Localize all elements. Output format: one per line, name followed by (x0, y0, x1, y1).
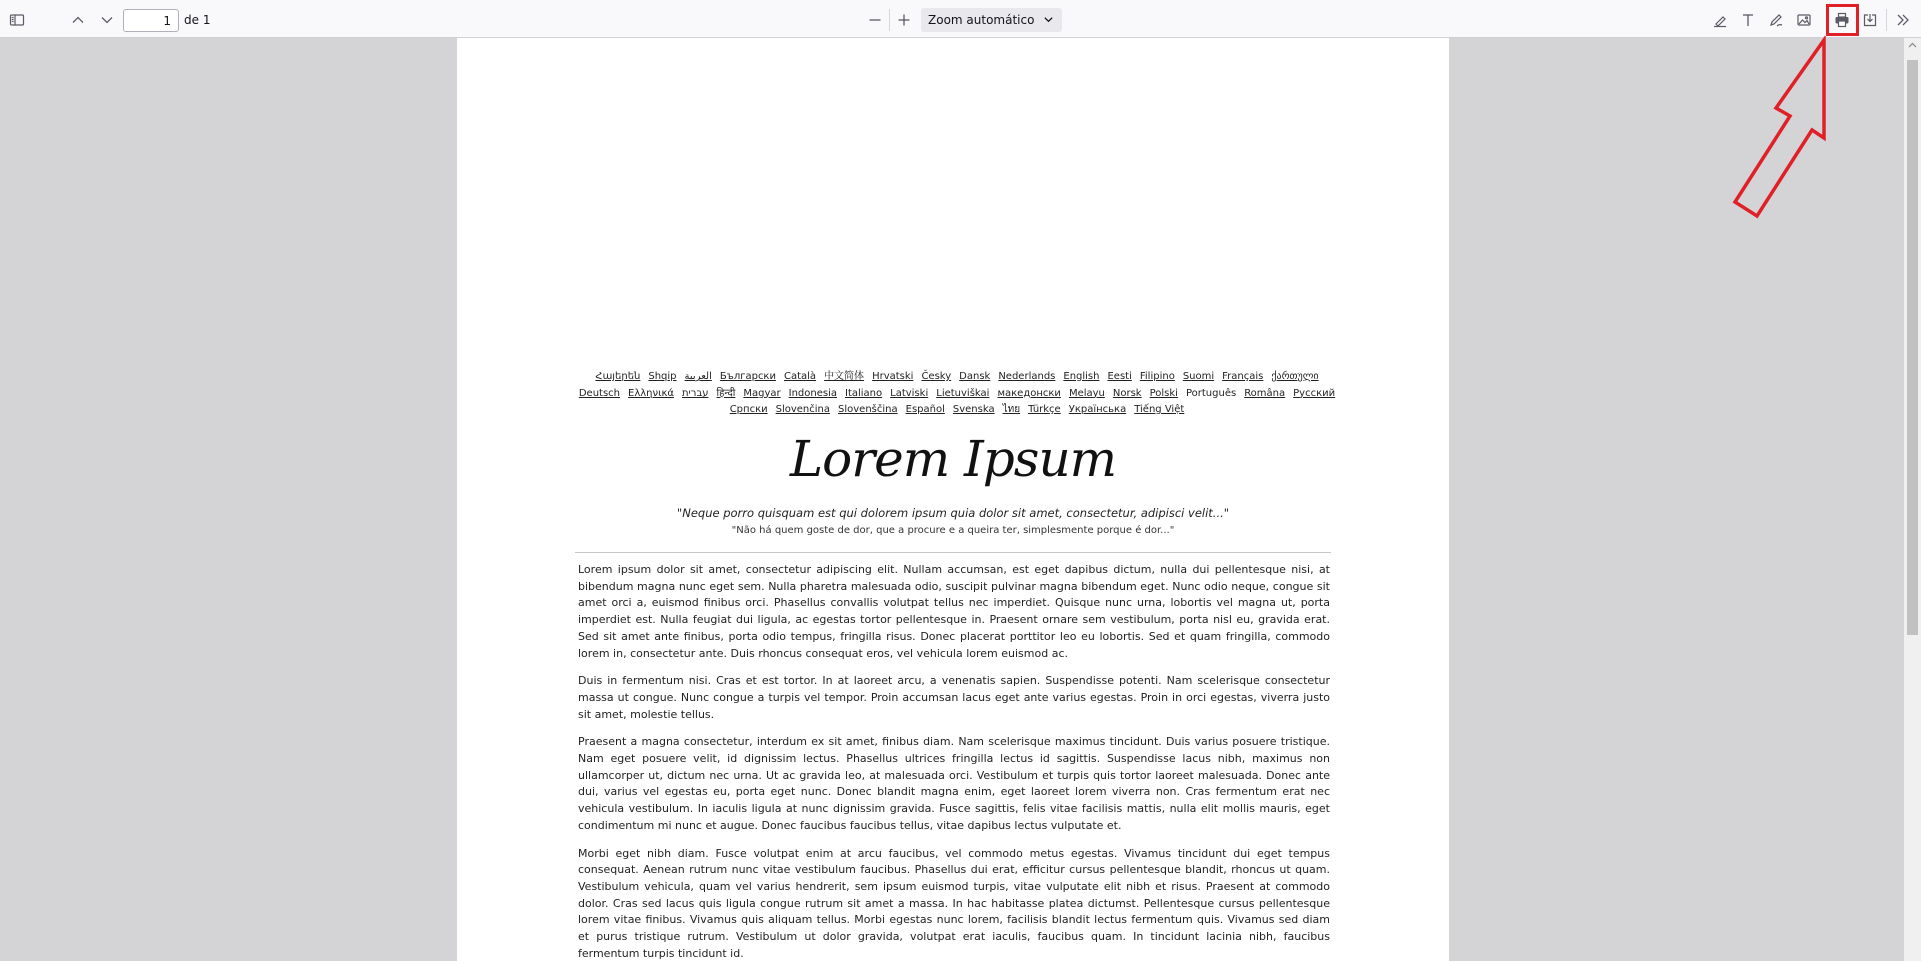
language-link[interactable]: Deutsch (578, 387, 621, 399)
language-link[interactable]: Polski (1149, 387, 1178, 399)
sidebar-icon (9, 12, 25, 28)
sidebar-toggle-button[interactable] (4, 7, 30, 33)
zoom-out-icon (867, 12, 883, 28)
paragraph: Morbi eget nibh diam. Fusce volutpat enim at arcu faucibus, vel commodo metus egestas. Vivamus tincidunt dui eget tempus consequat. Aenean rutrum nunc vitae vestibulum faucibus. Phasellus dui erat, efficitur cursus pellentesque blandit, rhoncus ut quam. Vestibulum vehicula, quam vel varius hendrerit, sem ipsum euismod turpis, vitae vulputate elit nibh et risus. Praesent at commodo dolor. Cras sed lacus quis ligula congue rutrum sit amet a massa. In hac habitasse platea dictumst. Pellentesque cursus pellentesque lorem vitae finibus. Vivamus quis aliquam tellus. Morbi egestas nunc lorem, facilisis blandit lectus fermentum quis. Vivamus sed diam et purus tristique rutrum. Vestibulum ut dolor gravida, volutpat erat iaculis, faucibus quam. In tincidunt lacinia nibh, faucibus fermentum turpis tincidunt id. (578, 846, 1330, 960)
zoom-select[interactable] (921, 8, 1062, 32)
language-link[interactable]: Melayu (1068, 387, 1105, 399)
pdf-page (457, 38, 1449, 961)
language-link[interactable]: Indonesia (788, 387, 837, 399)
paragraph: Praesent a magna consectetur, interdum ex sit amet, finibus diam. Nam scelerisque maximus tincidunt. Duis varius posuere tristique. Nam eget posuere velit, id dignissim lectus. Phasellus ultrices fringilla lectus id sagittis. Suspendisse lacus nibh, maximus non ullamcorper ut, dictum nec urna. Ut ac gravida leo, at malesuada orci. Vestibulum et turpis quis tortor laoreet malesuada. Donec ante dui, varius vel egestas eu, porta eget nunc. Donec blandit magna enim, eget laoreet lorem viverra non. Cras fermentum erat nec vehicula vestibulum. In iaculis ligula at nunc dignissim gravida. Fusce sagittis, felis vitae facilisis mattis, nulla elit mollis mauris, eget condimentum mi nunc et augue. Donec faucibus faucibus tellus, vitae dapibus lectus vulputate et. (578, 735, 1330, 832)
text-icon (1740, 12, 1756, 28)
language-link[interactable]: Slovenščina (838, 404, 898, 415)
language-link[interactable]: Français (1222, 371, 1264, 382)
language-link[interactable]: Türkçe (1028, 404, 1061, 415)
language-link[interactable]: 中文简体 (824, 371, 865, 382)
language-link[interactable]: Pyccкий (1293, 387, 1336, 399)
language-link[interactable]: Magyar (743, 387, 781, 399)
page-number-input[interactable] (123, 9, 179, 32)
language-link[interactable]: Româna (1244, 387, 1286, 399)
language-link[interactable]: Ελληνικά (628, 387, 674, 399)
language-link[interactable]: हिन्दी (716, 387, 736, 399)
language-link[interactable]: Nederlands (998, 371, 1056, 382)
more-tools-icon (1895, 12, 1911, 28)
language-links (572, 369, 1342, 419)
language-link[interactable]: Português (1185, 387, 1237, 399)
language-link[interactable]: Eesti (1107, 371, 1132, 382)
paragraph: Duis in fermentum nisi. Cras et est tortor. In at laoreet arcu, a venenatis sapien. Suspendisse potenti. Nam scelerisque consectetur massa ut congue. Nunc congue a turpis vel tempor. Proin accumsan lacus eget ante varius egestas. Proin in orci egestas, viverra justo sit amet, molestie tellus. (578, 674, 1330, 721)
language-link[interactable]: Italiano (845, 387, 883, 399)
latin-quote: "Neque porro quisquam est qui dolorem ipsum quia dolor sit amet, consectetur, adipisci velit..." (676, 506, 1230, 520)
document-viewer[interactable] (0, 38, 1904, 961)
language-link[interactable]: Українська (1068, 404, 1127, 415)
language-link[interactable]: עברית (681, 387, 709, 399)
language-link[interactable]: македонски (997, 387, 1061, 399)
language-link[interactable]: Tiếng Việt (1134, 404, 1185, 415)
language-link[interactable]: Hrvatski (872, 371, 914, 382)
toolbar-divider (1886, 9, 1887, 31)
language-link[interactable]: Հայերեն (595, 371, 641, 382)
next-page-button[interactable] (94, 7, 120, 33)
language-link[interactable]: Norsk (1112, 387, 1142, 399)
language-link[interactable]: Dansk (959, 371, 991, 382)
more-tools-button[interactable] (1890, 7, 1916, 33)
zoom-out-button[interactable] (862, 7, 888, 33)
language-link[interactable]: العربية (684, 371, 712, 382)
language-link[interactable]: Lietuviškai (936, 387, 990, 399)
add-text-button[interactable] (1735, 7, 1761, 33)
zoom-select-value: Zoom automático (928, 13, 1035, 27)
divider (575, 552, 1331, 553)
language-link[interactable]: ქართული (1271, 371, 1319, 382)
print-button-highlight (1826, 4, 1859, 36)
add-image-button[interactable] (1791, 7, 1817, 33)
prev-page-icon (70, 12, 86, 28)
page-count-label: de 1 (184, 13, 211, 27)
language-link[interactable]: Svenska (952, 404, 995, 415)
draw-button[interactable] (1763, 7, 1789, 33)
highlight-button[interactable] (1707, 7, 1733, 33)
next-page-icon (99, 12, 115, 28)
language-link[interactable]: Shqip (648, 371, 677, 382)
language-link[interactable]: Српски (729, 404, 768, 415)
language-link[interactable]: Latviski (890, 387, 929, 399)
draw-icon (1768, 12, 1784, 28)
red-arrow-annotation (1730, 36, 1850, 226)
language-link[interactable]: English (1063, 371, 1100, 382)
previous-page-button[interactable] (65, 7, 91, 33)
scroll-up-icon[interactable] (1907, 40, 1918, 50)
document-title: Lorem Ipsum (789, 430, 1117, 488)
save-button[interactable] (1857, 7, 1883, 33)
language-link[interactable]: Filipino (1139, 371, 1175, 382)
zoom-in-button[interactable] (891, 7, 917, 33)
pdf-toolbar (0, 0, 1921, 38)
paragraph: Lorem ipsum dolor sit amet, consectetur adipiscing elit. Nullam accumsan, est eget dapibus dictum, nulla dui pellentesque nisi, at bibendum magna nunc eget sem. Nulla pharetra malesuada odio, suscipit pulvinar magna bibendum eget. Nunc odio neque, congue sit amet orci a, euismod finibus orci. Phasellus convallis volutpat tellus nec imperdiet. Quisque nunc urna, lobortis vel magna ut, porta imperdiet est. Nulla feugiat dui ligula, ac egestas tortor pellentesque in. Praesent ornare sem vestibulum, porta nisl eu, gravida erat. Sed sit amet ante finibus, porta odio tempus, fringilla risus. Donec placerat porttitor leo eu lobortis. Sed et quam fringilla, commodo lorem in, consectetur ante. Duis rhoncus consequat eros, vel vehicula lorem euismod ac. (578, 563, 1330, 660)
language-link[interactable]: ไทย (1002, 404, 1021, 415)
language-link[interactable]: Español (905, 404, 945, 415)
language-link[interactable]: Български (719, 371, 776, 382)
image-icon (1796, 12, 1812, 28)
body-text (578, 562, 1330, 961)
chevron-down-icon (1043, 14, 1054, 25)
language-link[interactable]: Suomi (1182, 371, 1215, 382)
highlight-icon (1712, 12, 1728, 28)
zoom-in-icon (896, 12, 912, 28)
save-icon (1862, 12, 1878, 28)
language-link[interactable]: Česky (921, 371, 952, 382)
language-link[interactable]: Slovenčina (775, 404, 831, 415)
quote-translation: "Não há quem goste de dor, que a procure e a queira ter, simplesmente porque é dor..." (731, 525, 1175, 536)
language-link[interactable]: Català (783, 371, 817, 382)
scrollbar-thumb[interactable] (1907, 60, 1918, 635)
toolbar-divider (889, 9, 890, 31)
